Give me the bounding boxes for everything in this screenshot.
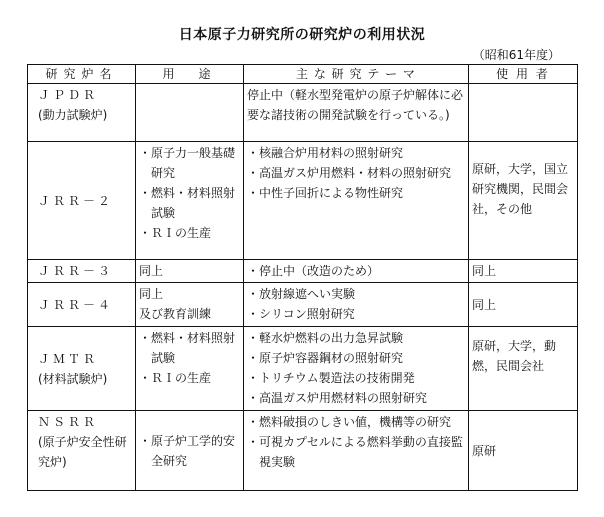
purpose-item: ・ 原子力一般基礎研究: [139, 143, 240, 183]
table-header-row: [28, 65, 578, 84]
users-cell: [469, 327, 578, 411]
purpose-item: ・ 原子炉工学的安全研究: [139, 431, 240, 471]
reactor-name: ＪＰＤＲ: [38, 88, 99, 102]
table-row: [28, 142, 578, 260]
purpose-cell: [136, 260, 244, 283]
purpose-item: ・ 燃料・材料照射試験: [139, 183, 240, 223]
reactor-type: (原子炉安全性研究炉): [38, 435, 127, 469]
header-purpose: 用 途: [136, 65, 244, 84]
themes-cell: [244, 283, 469, 327]
header-reactor-name: 研究炉名: [28, 65, 136, 84]
table-row: [28, 327, 578, 411]
theme-item: ・ 軽水炉燃料の出力急昇試験: [247, 328, 465, 348]
theme-item: ・ 放射線遮へい実験: [247, 284, 465, 304]
table-row: [28, 411, 578, 491]
reactor-name-cell: [28, 327, 136, 411]
table-row: [28, 84, 578, 142]
purpose-cell: [136, 84, 244, 142]
purpose-item: 及び教育訓練: [139, 307, 212, 321]
theme-item: ・ 停止中（改造のため）: [247, 261, 465, 281]
theme-item: ・ 可視カプセルによる燃料挙動の直接監視実験: [247, 432, 465, 472]
reactor-name-cell: [28, 142, 136, 260]
users-cell: 同上: [469, 283, 578, 327]
header-research-themes: 主 な 研 究 テ ー マ: [244, 65, 469, 84]
users-text: 原研，大学，動燃，民間会社: [472, 339, 557, 373]
users-cell: [469, 142, 578, 260]
themes-cell: [244, 327, 469, 411]
purpose-item: 同上: [139, 287, 164, 301]
theme-item: ・ シリコン照射研究: [247, 304, 465, 324]
purpose-item: ・ ＲＩの生産: [139, 368, 240, 388]
purpose-item: 同上: [139, 264, 164, 278]
reactor-type: (動力試験炉): [38, 108, 108, 122]
table-row: [28, 283, 578, 327]
reactor-name-cell: [28, 84, 136, 142]
themes-cell: [244, 142, 469, 260]
theme-item: ・ 燃料破損のしきい値，機構等の研究: [247, 412, 465, 432]
reactor-name: ＪＲＲ－２: [38, 193, 114, 208]
purpose-cell: [136, 142, 244, 260]
theme-item: ・ 中性子回折による物性研究: [247, 183, 465, 203]
themes-cell: [244, 411, 469, 491]
reactor-name-cell: [28, 411, 136, 491]
users-cell: 同上: [469, 260, 578, 283]
theme-item: ・ 原子炉容器鋼材の照射研究: [247, 348, 465, 368]
theme-text: 停止中（軽水型発電炉の原子炉解体に必要な諸技術の開発試験を行っている。): [247, 88, 464, 122]
reactor-name: ＪＭＴＲ: [38, 351, 99, 366]
users-cell: [469, 84, 578, 142]
reactor-name-cell: [28, 260, 136, 283]
fiscal-year-note: （昭和61年度）: [472, 48, 560, 62]
theme-item: ・ 高温ガス炉用燃料・材料の照射研究: [247, 163, 465, 183]
table-row: [28, 260, 578, 283]
header-users: 使 用 者: [469, 65, 578, 84]
purpose-cell: [136, 283, 244, 327]
users-cell: 原研: [469, 411, 578, 491]
purpose-item: ・ ＲＩの生産: [139, 223, 240, 243]
page-title: 日本原子力研究所の研究炉の利用状況: [178, 27, 426, 43]
reactor-name-cell: [28, 283, 136, 327]
purpose-item: ・ 燃料・材料照射試験: [139, 328, 240, 368]
themes-cell: [244, 84, 469, 142]
reactor-name: ＮＳＲＲ: [38, 415, 99, 429]
theme-item: ・ トリチウム製造法の技術開発: [247, 368, 465, 388]
theme-item: ・ 高温ガス炉用燃材料の照射研究: [247, 388, 465, 408]
theme-item: ・ 核融合炉用材料の照射研究: [247, 143, 465, 163]
users-text: 原研，大学，国立研究機関，民間会社，その他: [472, 162, 569, 216]
reactor-type: (材料試験炉): [38, 371, 108, 386]
reactor-name: ＪＲＲ－３: [38, 264, 114, 278]
themes-cell: [244, 260, 469, 283]
reactor-name: ＪＲＲ－４: [38, 297, 114, 312]
purpose-cell: [136, 327, 244, 411]
purpose-cell: [136, 411, 244, 491]
research-reactor-table: [27, 64, 578, 491]
